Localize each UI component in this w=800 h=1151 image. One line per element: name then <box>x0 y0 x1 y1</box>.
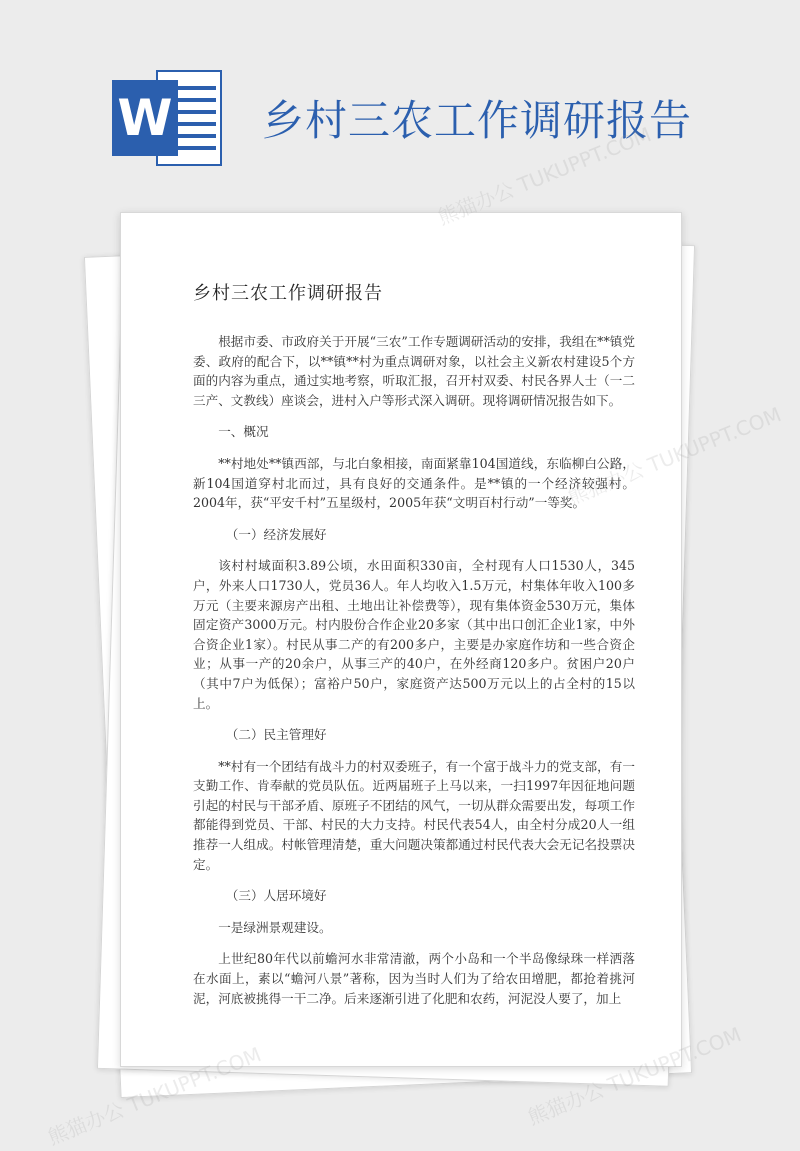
section-heading: （一）经济发展好 <box>225 526 327 542</box>
word-document-icon <box>112 70 224 166</box>
watermark: 熊猫办公 TUKUPPT.COM <box>434 122 655 230</box>
document-title: 乡村三农工作调研报告 <box>193 283 383 304</box>
document-page <box>120 212 682 1067</box>
paragraph: 根据市委、市政府关于开展“三农”工作专题调研活动的安排，我组在**镇党委、政府的配合下，以**镇**村为重点调研对象，以社会主义新农村建设5个方面的内容为重点，通过实地考察，听取汇报，召开村双委、村民各界人士（一二三产、文教线）座谈会，进村入户等形式深入调研。现将调研情况报告如下。 <box>193 334 635 408</box>
section-heading: 一是绿洲景观建设。 <box>218 919 332 935</box>
paragraph: **村地处**镇西部，与北白象相接，南面紧靠104国道线，东临柳白公路，新104国道穿村北而过，具有良好的交通条件。是**镇的一个经济较强村。2004年，获“平安千村”五星级村，2005年获“文明百村行动”一等奖。 <box>193 455 635 511</box>
paragraph: 上世纪80年代以前蟾河水非常清澈，两个小岛和一个半岛像绿珠一样洒落在水面上，素以“蟾河八景”著称，因为当时人们为了给农田增肥，都抢着挑河泥，河底被挑得一干二净。后来逐渐引进了化肥和农药，河泥没人要了，加上 <box>193 951 635 1006</box>
section-heading: （二）民主管理好 <box>225 727 327 743</box>
word-letter-badge: W <box>112 80 178 156</box>
watermark: TUKUPPT.COM <box>644 402 785 478</box>
paragraph: 该村村域面积3.89公顷，水田面积330亩，全村现有人口1530人，345户，外来人口1730人，党员36人。年人均收入1.5万元，村集体年收入100多万元（主要来源房产出租、土地出让补偿费等），现有集体资金530万元，集体固定资产3000万元。村内股份合作企业20多家（其中出口创汇企业1家，中外合资企业1家）。村民从事二产的有200多户，主要是办家庭作坊和一些合资企业；从事一产的20余户，从事三产的40户，在外经商120多户。贫困户20户（其中7户为低保）；富裕户50户，家庭资产达500万元以上的占全村的15以上。 <box>193 558 635 711</box>
watermark: 熊猫办公 <box>44 1097 128 1150</box>
document-body <box>193 332 635 1008</box>
section-heading: 一、概况 <box>218 424 269 440</box>
watermark: 熊猫办公 <box>524 1077 608 1130</box>
banner-title: 乡村三农工作调研报告 <box>262 96 693 145</box>
section-heading: （三）人居环境好 <box>225 888 327 904</box>
paragraph: **村有一个团结有战斗力的村双委班子，有一个富于战斗力的党支部，有一支勤工作、肯奉献的党员队伍。近两届班子上马以来，一扫1997年因征地问题引起的村民与干部矛盾、原班子不团结的风气，一切从群众需要出发，每项工作都能得到党员、干部、村民的大力支持。村民代表54人，由全村分成20人一组推荐一人组成。村帐管理清楚，重大问题决策都通过村民代表大会无记名投票决定。 <box>193 758 635 872</box>
banner <box>0 0 800 200</box>
